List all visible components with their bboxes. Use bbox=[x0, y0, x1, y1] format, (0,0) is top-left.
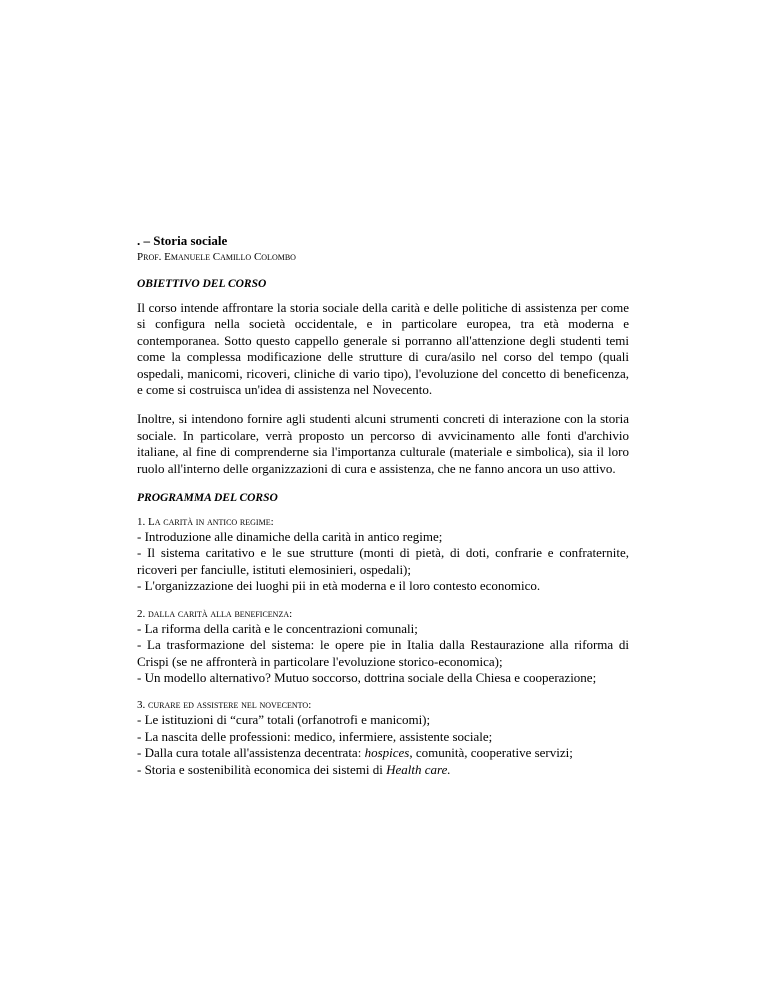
list-item: - La trasformazione del sistema: le opere pie in Italia dalla Restaurazione alla riforma di Crispi (se ne affronterà in particolare l'evoluzione storico-economica); bbox=[137, 637, 629, 669]
list-item: - Un modello alternativo? Mutuo soccorso, dottrina sociale della Chiesa e cooperazione; bbox=[137, 669, 597, 685]
objective-paragraph-1: Il corso intende affrontare la storia sociale della carità e delle politiche di assistenza per come si configura nella società occidentale, e in particolare europea, tra età moderna e contemporanea. Sotto questo cappello generale si porranno all'attenzione degli studenti temi come la complessa modificazione delle strutture di cura/asilo nel corso del tempo (quali ospedali, manicomi, ricoveri, cliniche di vario tipo), l'evoluzione del concetto di beneficenza, e come si costruisca un'idea di assistenza nel Novecento. bbox=[137, 300, 629, 398]
list-item bbox=[137, 762, 629, 778]
objective-heading: OBIETTIVO DEL CORSO bbox=[137, 278, 267, 290]
section-2-title: 2. dalla carità alla beneficenza: bbox=[137, 607, 293, 620]
document-page bbox=[137, 233, 629, 778]
list-item: - La nascita delle professioni: medico, infermiere, assistente sociale; bbox=[137, 728, 493, 744]
objective-paragraph-2: Inoltre, si intendono fornire agli studenti alcuni strumenti concreti di interazione con la storia sociale. In particolare, verrà proposto un percorso di avvicinamento alle fonti d'archivio italiane, al fine di comprenderne sia l'importanza culturale (materiale e simbolica), sia il loro ruolo all'interno delle organizzazioni di cura e assistenza, che ne fanno ancora un uso attivo. bbox=[137, 411, 629, 476]
course-title: . – Storia sociale bbox=[137, 233, 228, 248]
professor-name: Prof. Emanuele Camillo Colombo bbox=[137, 251, 296, 263]
list-item: - L'organizzazione dei luoghi pii in età moderna e il loro contesto economico. bbox=[137, 578, 541, 594]
list-item-text: - Storia e sostenibilità economica dei sistemi di bbox=[137, 761, 387, 777]
section-3-list bbox=[137, 712, 629, 778]
list-item: - Il sistema caritativo e le sue strutture (monti di pietà, di doti, confrarie e confraternite, ricoveri per fanciulle, istituti elemosinieri, ospedali); bbox=[137, 545, 629, 577]
section-1-title: 1. La carità in antico regime: bbox=[137, 516, 274, 529]
list-item-text: , comunità, cooperative servizi; bbox=[409, 745, 573, 761]
section-1-list bbox=[137, 529, 629, 595]
list-item: - Introduzione alle dinamiche della carità in antico regime; bbox=[137, 529, 443, 545]
program-heading: PROGRAMMA DEL CORSO bbox=[137, 492, 278, 505]
list-item-emphasis: hospices bbox=[364, 745, 410, 761]
list-item bbox=[137, 745, 629, 761]
list-item-text: - Dalla cura totale all'assistenza decentrata: bbox=[137, 745, 365, 761]
list-item: - Le istituzioni di “cura” totali (orfanotrofi e manicomi); bbox=[137, 712, 431, 728]
list-item: - La riforma della carità e le concentrazioni comunali; bbox=[137, 620, 418, 636]
section-2-list bbox=[137, 621, 629, 687]
list-item-emphasis: Health care. bbox=[386, 761, 451, 777]
section-3-title: 3. curare ed assistere nel novecento: bbox=[137, 699, 312, 712]
